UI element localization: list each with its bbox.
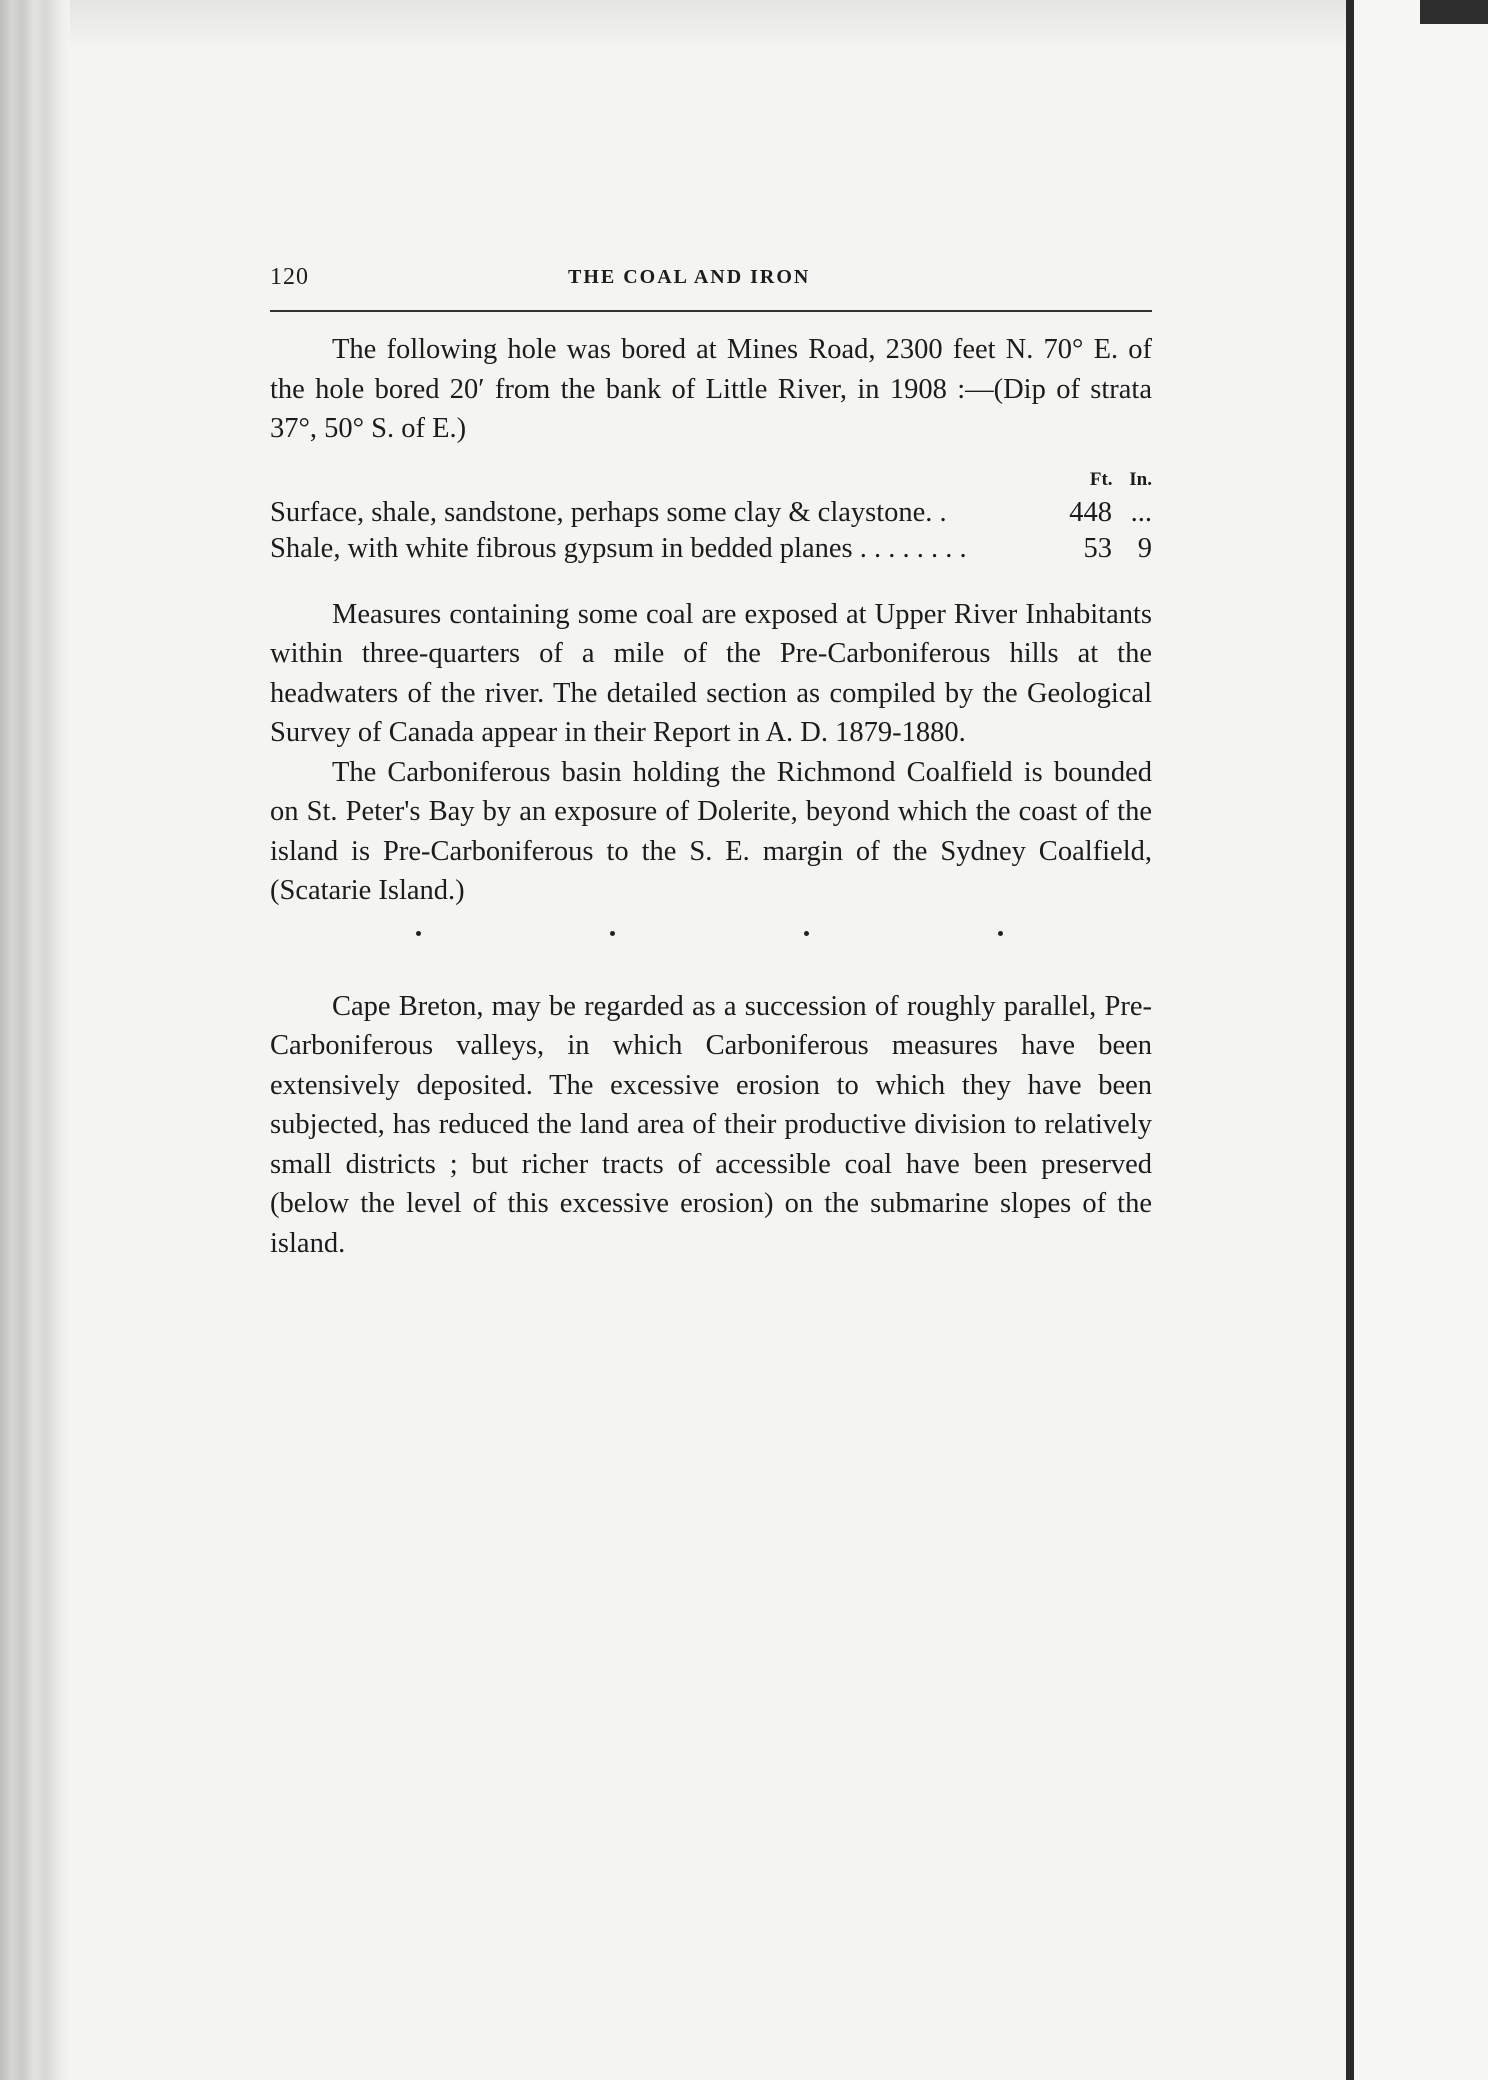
page-content xyxy=(270,258,1152,1263)
running-header xyxy=(270,258,1152,298)
section-table-header xyxy=(270,469,1152,495)
paragraph-richmond-basin: The Carboniferous basin holding the Richmond Coalfield is bounded on St. Peter's Bay by an exposure of Dolerite, beyond which the coast of the island is Pre-Carboniferous to the S. E. margin of the Sydney Coalfield, (Scatarie Island.) xyxy=(270,756,1152,906)
stratum-inches: 9 xyxy=(1137,532,1152,564)
ellipsis-dot xyxy=(610,931,615,936)
page-top-shadow xyxy=(70,0,1350,48)
stratum-feet: 53 xyxy=(1083,532,1112,564)
next-page-top-band xyxy=(1420,0,1488,24)
section-table-row xyxy=(270,531,1152,567)
section-table-row xyxy=(270,495,1152,531)
ellipsis-dot xyxy=(804,931,809,936)
running-title: THE COAL AND IRON xyxy=(568,266,811,288)
section-break-dots xyxy=(270,919,1152,959)
ellipsis-dot xyxy=(416,931,421,936)
column-inches-label: In. xyxy=(1129,468,1152,490)
stratum-description: Surface, shale, sandstone, perhaps some clay & claystone. . xyxy=(270,496,947,528)
paragraph-cape-breton: Cape Breton, may be regarded as a succession of roughly parallel, Pre-Carboniferous valleys, in which Carboniferous measures have been extensively deposited. The excessive erosion to which they have been subjected, has reduced the land area of their productive division to relatively small districts ; but richer tracts of accessible coal have been preserved (below the level of this excessive erosion) on the submarine slopes of the island. xyxy=(270,990,1152,1259)
stratum-feet: 448 xyxy=(1069,496,1112,528)
paragraph-upper-river: Measures containing some coal are exposed at Upper River Inhabitants within three-quarters of a mile of the Pre-Carboniferous hills at the headwaters of the river. The detailed section as compiled by the Geological Survey of Canada appear in their Report in A. D. 1879-1880. xyxy=(270,598,1152,748)
column-feet-label: Ft. xyxy=(1089,468,1113,490)
ellipsis-dot xyxy=(998,931,1003,936)
page-number: 120 xyxy=(270,264,309,290)
page-edge-shadow xyxy=(0,0,70,2080)
stratum-description: Shale, with white fibrous gypsum in bedded planes . . . . . . . . xyxy=(270,532,967,564)
book-gutter xyxy=(1346,0,1354,2080)
stratum-inches: ... xyxy=(1130,496,1152,528)
next-page-edge xyxy=(1354,0,1488,2080)
header-rule xyxy=(270,310,1152,312)
paragraph-bore-hole: The following hole was bored at Mines Road, 2300 feet N. 70° E. of the hole bored 20′ from the bank of Little River, in 1908 :—(Dip of strata 37°, 50° S. of E.) xyxy=(270,334,1152,444)
